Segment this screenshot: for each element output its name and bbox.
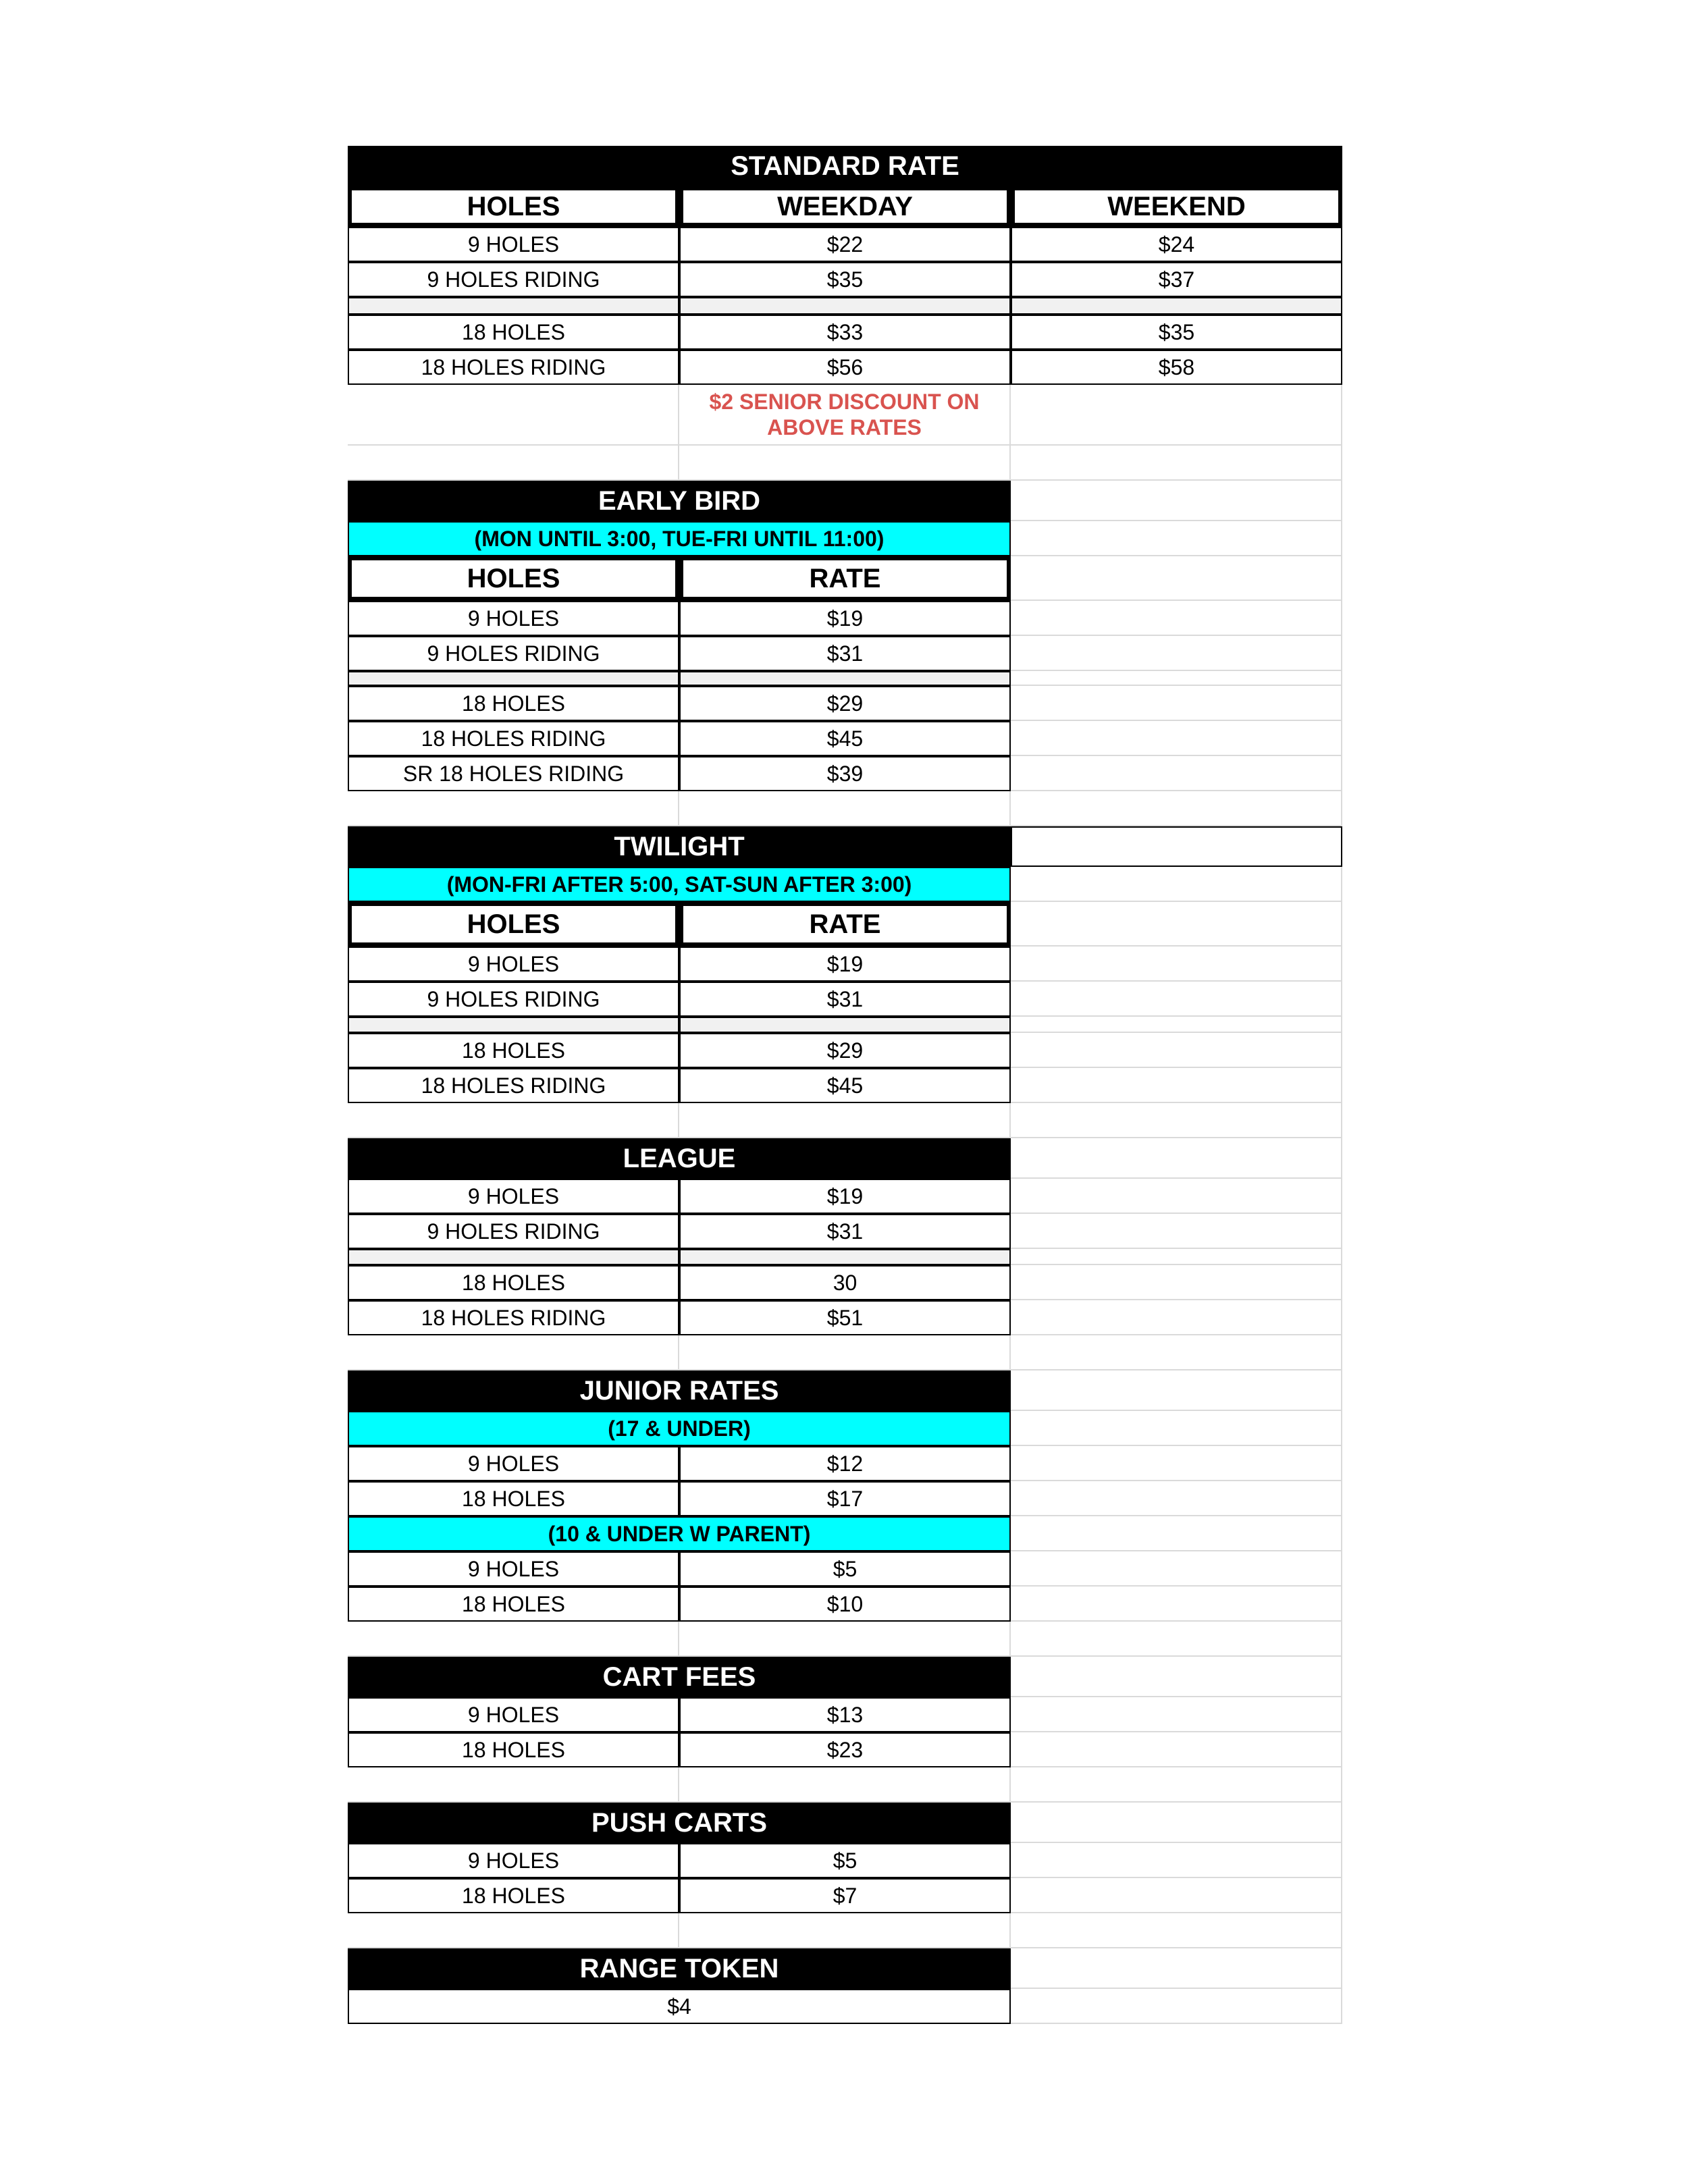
rate-cell: $29 <box>679 686 1011 721</box>
filler-cell <box>679 297 1011 315</box>
early-bird-col-holes: HOLES <box>348 556 679 601</box>
holes-cell: 18 HOLES RIDING <box>348 350 679 385</box>
empty-row <box>348 1622 1342 1657</box>
empty-row <box>348 791 1342 826</box>
rate-cell: $45 <box>679 1068 1011 1103</box>
table-row <box>348 721 1342 756</box>
table-row <box>348 756 1342 791</box>
spacer-row <box>348 297 1342 315</box>
table-row <box>348 636 1342 671</box>
table-row <box>348 350 1342 385</box>
table-row <box>348 1265 1342 1300</box>
spacer-row <box>348 1017 1342 1033</box>
table-row <box>348 1843 1342 1878</box>
holes-cell: 9 HOLES <box>348 1843 679 1878</box>
weekend-price: $58 <box>1011 350 1342 385</box>
range-token-price: $4 <box>348 1989 1011 2024</box>
standard-rate-banner-row <box>348 146 1342 186</box>
junior-group2-row <box>348 1516 1342 1551</box>
twilight-col-holes: HOLES <box>348 902 679 947</box>
senior-discount-note: $2 SENIOR DISCOUNT ON ABOVE RATES <box>679 385 1011 446</box>
rate-cell: $13 <box>679 1697 1011 1732</box>
empty-row <box>348 1335 1342 1370</box>
weekend-price: $35 <box>1011 315 1342 350</box>
twilight-hours: (MON-FRI AFTER 5:00, SAT-SUN AFTER 3:00) <box>348 867 1011 902</box>
table-row <box>348 947 1342 982</box>
holes-cell: 18 HOLES <box>348 1265 679 1300</box>
push-carts-title: PUSH CARTS <box>348 1803 1011 1843</box>
holes-cell: 9 HOLES <box>348 1697 679 1732</box>
twilight-subtitle-row <box>348 867 1342 902</box>
rate-cell: $19 <box>679 947 1011 982</box>
table-row <box>348 1481 1342 1516</box>
weekday-price: $56 <box>679 350 1011 385</box>
holes-cell: 9 HOLES <box>348 1446 679 1481</box>
rate-cell: $10 <box>679 1587 1011 1622</box>
rate-cell: 30 <box>679 1265 1011 1300</box>
table-row <box>348 1214 1342 1249</box>
holes-cell: 18 HOLES <box>348 1033 679 1068</box>
empty-boxed-cell <box>1011 826 1342 867</box>
empty-row <box>348 1767 1342 1803</box>
early-bird-header-row <box>348 556 1342 601</box>
table-row <box>348 1989 1342 2024</box>
weekend-price: $24 <box>1011 227 1342 262</box>
filler-cell <box>1011 297 1342 315</box>
junior-group-10-under: (10 & UNDER W PARENT) <box>348 1516 1011 1551</box>
rate-cell: $7 <box>679 1878 1011 1913</box>
rate-cell: $23 <box>679 1732 1011 1767</box>
table-row <box>348 1587 1342 1622</box>
range-token-banner-row <box>348 1948 1342 1989</box>
holes-cell: 9 HOLES <box>348 1179 679 1214</box>
rate-cell: $29 <box>679 1033 1011 1068</box>
cart-fees-title: CART FEES <box>348 1657 1011 1697</box>
empty-row <box>348 446 1342 481</box>
rate-cell: $31 <box>679 636 1011 671</box>
table-row <box>348 1697 1342 1732</box>
holes-cell: 9 HOLES <box>348 947 679 982</box>
spacer-row <box>348 671 1342 686</box>
twilight-col-rate: RATE <box>679 902 1011 947</box>
table-row <box>348 1446 1342 1481</box>
rate-cell: $5 <box>679 1843 1011 1878</box>
table-row <box>348 1033 1342 1068</box>
weekday-price: $33 <box>679 315 1011 350</box>
league-title: LEAGUE <box>348 1138 1011 1179</box>
twilight-title: TWILIGHT <box>348 826 1011 867</box>
rate-cell: $19 <box>679 601 1011 636</box>
table-row <box>348 1732 1342 1767</box>
holes-cell: 9 HOLES RIDING <box>348 1214 679 1249</box>
rate-sheet <box>348 146 1342 2024</box>
standard-col-weekday: WEEKDAY <box>679 186 1011 227</box>
junior-title: JUNIOR RATES <box>348 1370 1011 1411</box>
standard-rate-title: STANDARD RATE <box>348 146 1342 186</box>
holes-cell: 9 HOLES <box>348 601 679 636</box>
rate-cell: $12 <box>679 1446 1011 1481</box>
table-row <box>348 1551 1342 1587</box>
holes-cell: SR 18 HOLES RIDING <box>348 756 679 791</box>
standard-col-weekend: WEEKEND <box>1011 186 1342 227</box>
holes-cell: 18 HOLES RIDING <box>348 1068 679 1103</box>
senior-note-row <box>348 385 1342 446</box>
early-bird-title: EARLY BIRD <box>348 481 1011 521</box>
rate-cell: $5 <box>679 1551 1011 1587</box>
holes-cell: 18 HOLES <box>348 315 679 350</box>
table-row <box>348 1878 1342 1913</box>
junior-banner-row <box>348 1370 1342 1411</box>
holes-cell: 18 HOLES <box>348 1587 679 1622</box>
push-carts-banner-row <box>348 1803 1342 1843</box>
rate-cell: $31 <box>679 982 1011 1017</box>
early-bird-col-rate: RATE <box>679 556 1011 601</box>
holes-cell: 9 HOLES <box>348 1551 679 1587</box>
table-row <box>348 1179 1342 1214</box>
rate-cell: $19 <box>679 1179 1011 1214</box>
holes-cell: 18 HOLES <box>348 686 679 721</box>
table-row <box>348 686 1342 721</box>
holes-cell: 9 HOLES RIDING <box>348 982 679 1017</box>
rate-cell: $39 <box>679 756 1011 791</box>
table-row <box>348 262 1342 297</box>
holes-cell: 18 HOLES RIDING <box>348 1300 679 1335</box>
holes-cell: 9 HOLES RIDING <box>348 262 679 297</box>
table-row <box>348 315 1342 350</box>
table-row <box>348 227 1342 262</box>
early-bird-hours: (MON UNTIL 3:00, TUE-FRI UNTIL 11:00) <box>348 521 1011 556</box>
standard-rate-header-row <box>348 186 1342 227</box>
empty-row <box>348 1913 1342 1948</box>
spacer-row <box>348 1249 1342 1265</box>
twilight-header-row <box>348 902 1342 947</box>
early-bird-subtitle-row <box>348 521 1342 556</box>
table-row <box>348 982 1342 1017</box>
holes-cell: 18 HOLES <box>348 1878 679 1913</box>
rate-cell: $31 <box>679 1214 1011 1249</box>
holes-cell: 18 HOLES RIDING <box>348 721 679 756</box>
table-row <box>348 1068 1342 1103</box>
empty-row <box>348 1103 1342 1138</box>
junior-group1-row <box>348 1411 1342 1446</box>
holes-cell: 18 HOLES <box>348 1481 679 1516</box>
holes-cell: 9 HOLES RIDING <box>348 636 679 671</box>
rate-cell: $45 <box>679 721 1011 756</box>
early-bird-banner-row <box>348 481 1342 521</box>
filler-cell <box>348 297 679 315</box>
junior-group-17-under: (17 & UNDER) <box>348 1411 1011 1446</box>
holes-cell: 18 HOLES <box>348 1732 679 1767</box>
weekday-price: $22 <box>679 227 1011 262</box>
table-row <box>348 1300 1342 1335</box>
holes-cell: 9 HOLES <box>348 227 679 262</box>
rate-cell: $17 <box>679 1481 1011 1516</box>
table-row <box>348 601 1342 636</box>
weekday-price: $35 <box>679 262 1011 297</box>
range-token-title: RANGE TOKEN <box>348 1948 1011 1989</box>
twilight-banner-row <box>348 826 1342 867</box>
weekend-price: $37 <box>1011 262 1342 297</box>
cart-fees-banner-row <box>348 1657 1342 1697</box>
rate-cell: $51 <box>679 1300 1011 1335</box>
league-banner-row <box>348 1138 1342 1179</box>
standard-col-holes: HOLES <box>348 186 679 227</box>
